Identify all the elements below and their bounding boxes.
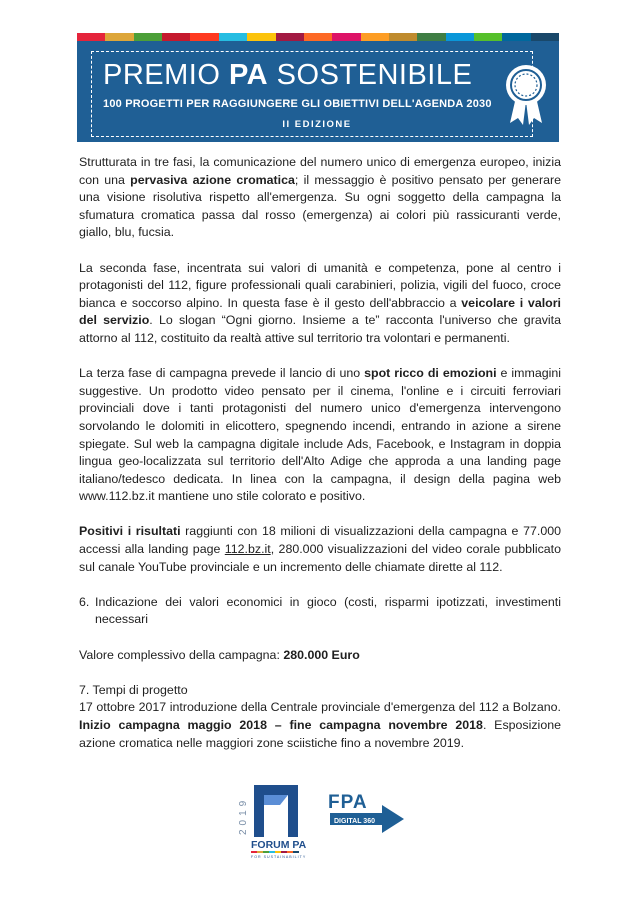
fpa-digital360-logo <box>328 792 404 833</box>
paragraph-phase-one: Strutturata in tre fasi, la comunicazione del numero unico di emergenza europeo, inizia con una pervasiva azione cromatica; il messaggio è positivo pensato per generare una visione risolutiva rispetto all'emergenza. Su ogni soggetto della campagna la sfumatura cromatica passa dal rosso (emergenza) ai colori più rassicuranti verde, giallo, blu, fucsia. <box>79 155 561 240</box>
fpa-name: FPA <box>328 792 368 813</box>
sdg-color-block <box>190 33 218 41</box>
forum-color-bar <box>251 851 299 853</box>
document-body <box>79 154 561 770</box>
sdg-color-block <box>304 33 332 41</box>
banner-title: PREMIO PA SOSTENIBILE <box>103 59 473 91</box>
paragraph-results: Positivi i risultati raggiunti con 18 milioni di visualizzazioni della campagna e 77.000 accessi alla landing page 112.bz.it, 280.000 visualizzazioni del video corale pubblicato sul canale YouTube provinciale e un incremento delle chiamate dirette al 112. <box>79 524 561 574</box>
sdg-color-block <box>332 33 360 41</box>
sdg-color-block <box>389 33 417 41</box>
sdg-color-block <box>417 33 445 41</box>
sdg-color-block <box>276 33 304 41</box>
sdg-color-block <box>134 33 162 41</box>
sdg-color-block <box>77 33 105 41</box>
paragraph-campaign-value: Valore complessivo della campagna: 280.000 Euro <box>79 647 360 662</box>
sdg-color-block <box>446 33 474 41</box>
banner-subtitle: 100 PROGETTI PER RAGGIUNGERE GLI OBIETTIVI DELL'AGENDA 2030 <box>103 98 492 110</box>
forum-year: 2019 <box>238 796 249 835</box>
paragraph-phase-three: La terza fase di campagna prevede il lancio di uno spot ricco di emozioni e immagini suggestive. Un prodotto video pensato per il cinema, l'online e i circuiti ferroviari provinciali dove i tanti protagonisti del numero unico d'emergenza intervengono sorvolando le dolomiti in elicottero, spegnendo incendi, entrando in azione a sirene spiegate. Sul web la campagna digitale include Ads, Facebook, e Instagram in doppia lingua geo-localizzata sul territorio dell'Alto Adige che approda a una landing page italiano/tedesco dedicata. In linea con la campagna, il design della pagina web www.112.bz.it mantiene uno stile colorato e positivo. <box>79 366 562 504</box>
forum-tagline: FOR SUSTAINABILITY <box>251 855 307 859</box>
award-rosette-icon <box>504 63 548 125</box>
forum-pa-logo <box>238 785 307 859</box>
banner-edition: II EDIZIONE <box>282 119 352 130</box>
forum-name: FORUM PA <box>251 839 307 851</box>
sdg-color-block <box>531 33 559 41</box>
fpa-tagline: DIGITAL 360 <box>334 818 375 825</box>
list-item-economic-values <box>79 594 561 629</box>
sdg-color-block <box>219 33 247 41</box>
paragraph-timeline: 17 ottobre 2017 introduzione della Centrale provinciale d'emergenza del 112 a Bolzano. Inizio campagna maggio 2018 – fine campagna novembre 2018. Esposizione azione cromatica nelle maggiori zone sciistiche fino a novembre 2019. <box>79 700 561 750</box>
sdg-color-block <box>474 33 502 41</box>
sdg-color-block <box>162 33 190 41</box>
footer-logos <box>232 775 412 859</box>
landing-page-link[interactable]: 112.bz.it <box>224 542 271 557</box>
section-heading-timeline: 7. Tempi di progetto <box>79 682 188 697</box>
paragraph-phase-two: La seconda fase, incentrata sui valori di umanità e competenza, pone al centro i protagonisti del 112, figure professionali quali carabinieri, polizia, vigili del fuoco, croce bianca e soccorso alpino. In questa fase è il gesto dell'abbraccio a veicolare i valori del servizio. Lo slogan “Ogni giorno. Insieme a te” racconta l'universo che gravita attorno al 112, costituito da realtà attive sul territorio tra volontari e permanenti. <box>79 260 562 345</box>
sdg-color-block <box>247 33 275 41</box>
list-number: 6. <box>79 594 90 609</box>
sdg-color-block <box>361 33 389 41</box>
list-text: Indicazione dei valori economici in gioco (costi, risparmi ipotizzati, investimenti necessari <box>95 594 561 627</box>
award-banner <box>77 33 559 142</box>
sdg-color-strip <box>77 33 559 41</box>
sdg-color-block <box>105 33 133 41</box>
sdg-color-block <box>502 33 530 41</box>
